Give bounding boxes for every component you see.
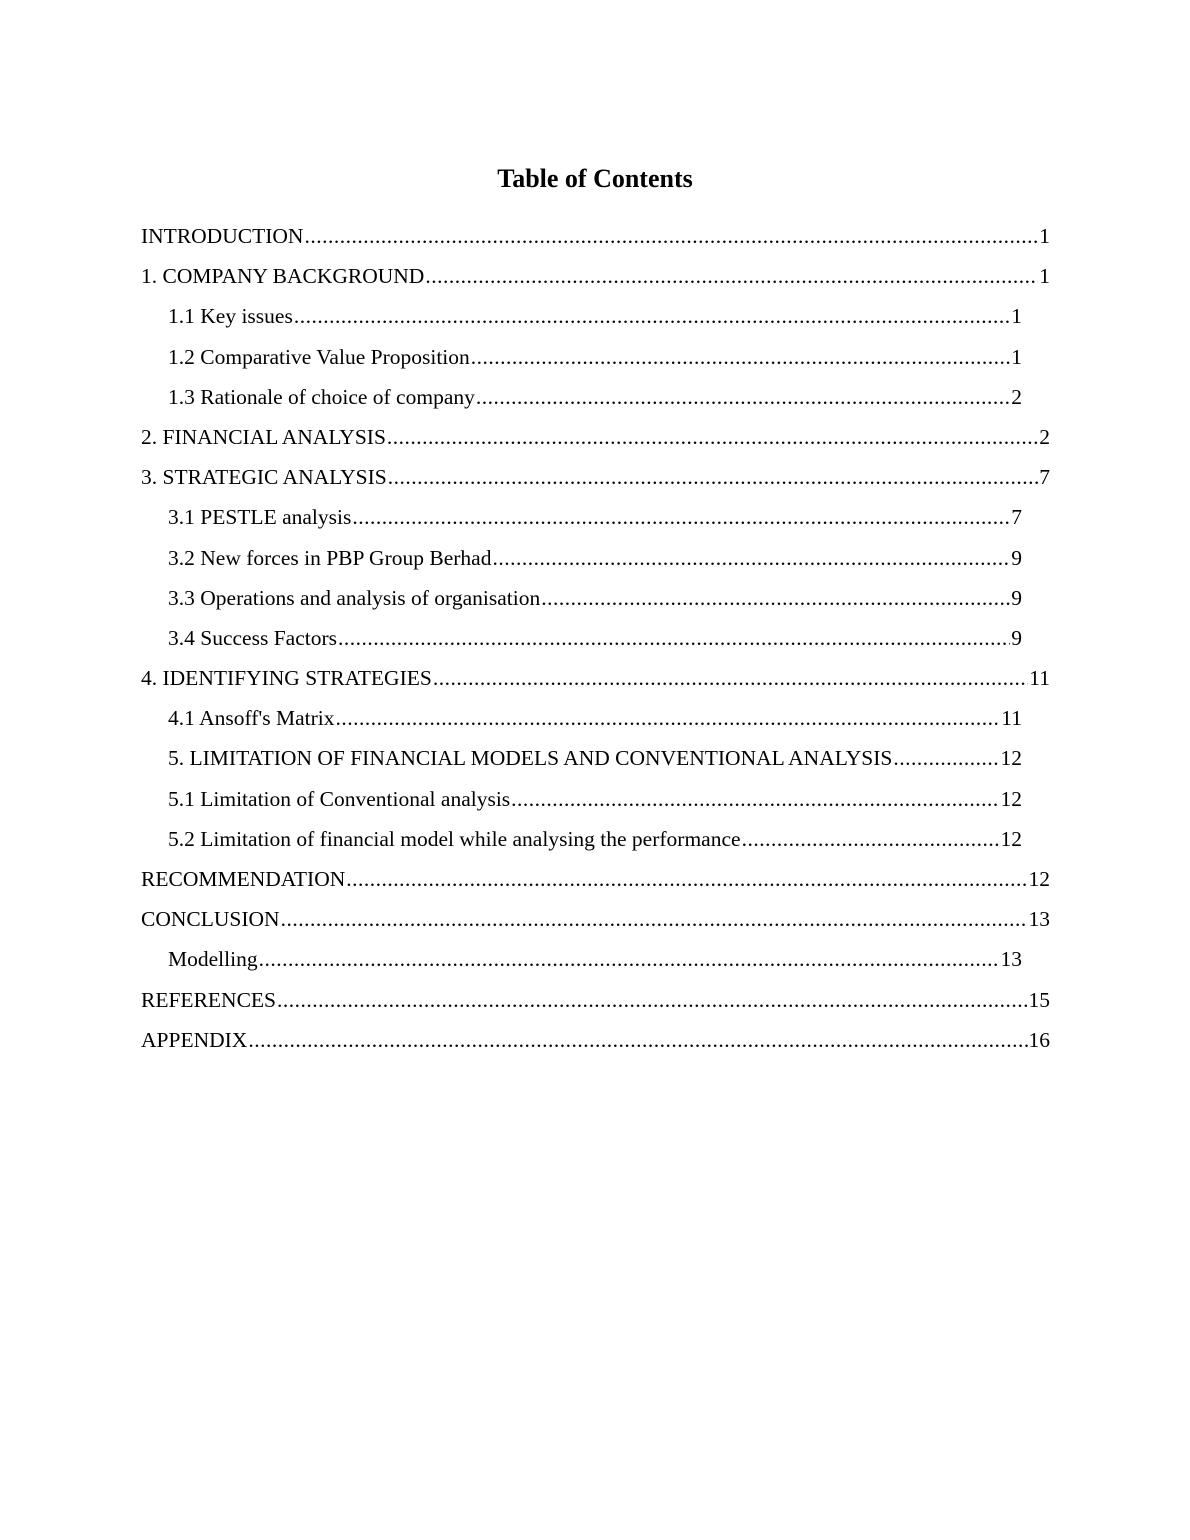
toc-entry-pestle-analysis[interactable] bbox=[0, 501, 1190, 541]
toc-entry-page-number: 7 bbox=[1039, 465, 1050, 490]
toc-entry-rationale-of-choice[interactable] bbox=[0, 381, 1190, 421]
toc-entry-page-number: 11 bbox=[1029, 666, 1050, 691]
toc-entry-page-number: 12 bbox=[1000, 826, 1022, 851]
toc-dot-leader bbox=[492, 542, 1010, 574]
toc-dot-leader bbox=[352, 501, 1010, 533]
toc-dot-leader bbox=[338, 622, 1010, 654]
toc-entry-label: 1.3 Rationale of choice of company bbox=[168, 384, 475, 409]
toc-dot-leader bbox=[476, 381, 1010, 413]
toc-entry-page-number: 2 bbox=[1039, 424, 1050, 449]
toc-entry-label: 1. COMPANY BACKGROUND bbox=[141, 264, 425, 289]
toc-dot-leader bbox=[471, 341, 1010, 373]
toc-entry-recommendation[interactable] bbox=[0, 863, 1190, 903]
toc-entry-strategic-analysis[interactable] bbox=[0, 461, 1190, 501]
toc-entry-references[interactable] bbox=[0, 984, 1190, 1024]
toc-entry-page-number: 12 bbox=[1028, 867, 1050, 891]
toc-entry-label: 3.4 Success Factors bbox=[168, 625, 337, 650]
toc-entry-label: REFERENCES bbox=[141, 987, 276, 1012]
toc-entry-label: 4. IDENTIFYING STRATEGIES bbox=[141, 666, 432, 691]
toc-entry-ansoffs-matrix[interactable] bbox=[0, 702, 1190, 742]
toc-entry-introduction[interactable] bbox=[0, 220, 1190, 260]
toc-dot-leader bbox=[425, 260, 1038, 292]
toc-dot-leader bbox=[259, 943, 1000, 975]
toc-entry-page-number: 15 bbox=[1028, 987, 1050, 1012]
toc-entry-page-number: 9 bbox=[1011, 545, 1022, 570]
toc-entry-label: 5. LIMITATION OF FINANCIAL MODELS AND CONVENTIONAL ANALYSIS bbox=[168, 746, 893, 771]
toc-entry-label: 1.1 Key issues bbox=[168, 304, 293, 329]
toc-dot-leader bbox=[511, 783, 999, 815]
toc-entry-page-number: 1 bbox=[1039, 224, 1050, 248]
toc-entry-label: 4.1 Ansoff's Matrix bbox=[168, 706, 335, 731]
toc-entry-limitation-of-conventional-analysis[interactable] bbox=[0, 783, 1190, 823]
toc-entry-label: 1.2 Comparative Value Proposition bbox=[168, 344, 470, 369]
toc-entry-label: INTRODUCTION bbox=[141, 224, 304, 248]
toc-dot-leader bbox=[346, 863, 1027, 895]
toc-entry-key-issues[interactable] bbox=[0, 300, 1190, 340]
toc-entry-label: 3.1 PESTLE analysis bbox=[168, 505, 352, 530]
toc-entry-page-number: 12 bbox=[1000, 786, 1022, 811]
toc-entry-label: APPENDIX bbox=[141, 1027, 248, 1052]
toc-entry-label: CONCLUSION bbox=[141, 907, 280, 932]
toc-entry-label: RECOMMENDATION bbox=[141, 867, 346, 891]
toc-entry-label: 5.1 Limitation of Conventional analysis bbox=[168, 786, 511, 811]
toc-entry-label: 5.2 Limitation of financial model while analysing the performance bbox=[168, 826, 741, 851]
toc-dot-leader bbox=[281, 903, 1028, 935]
toc-dot-leader bbox=[433, 662, 1028, 694]
toc-dot-leader bbox=[541, 582, 1010, 614]
toc-entry-financial-analysis[interactable] bbox=[0, 421, 1190, 461]
toc-entry-appendix[interactable] bbox=[0, 1024, 1190, 1064]
toc-entry-conclusion[interactable] bbox=[0, 903, 1190, 943]
toc-entry-identifying-strategies[interactable] bbox=[0, 662, 1190, 702]
toc-dot-leader bbox=[387, 421, 1038, 453]
toc-entry-page-number: 16 bbox=[1028, 1027, 1050, 1052]
toc-entry-label: 3.2 New forces in PBP Group Berhad bbox=[168, 545, 492, 570]
toc-entry-new-forces[interactable] bbox=[0, 542, 1190, 582]
toc-entry-page-number: 7 bbox=[1011, 505, 1022, 530]
toc-entry-page-number: 12 bbox=[1000, 746, 1022, 771]
toc-entry-company-background[interactable] bbox=[0, 260, 1190, 300]
toc-entry-page-number: 9 bbox=[1011, 625, 1022, 650]
toc-entry-page-number: 9 bbox=[1011, 585, 1022, 610]
toc-dot-leader bbox=[277, 984, 1028, 1016]
toc-entry-page-number: 1 bbox=[1039, 264, 1050, 289]
toc-entry-limitation-of-financial-models[interactable] bbox=[0, 742, 1190, 782]
toc-entry-modelling[interactable] bbox=[0, 943, 1190, 983]
toc-entry-page-number: 2 bbox=[1011, 384, 1022, 409]
toc-dot-leader bbox=[742, 823, 1000, 855]
toc-dot-leader bbox=[248, 1024, 1027, 1056]
toc-dot-leader bbox=[294, 300, 1010, 332]
toc-entry-page-number: 1 bbox=[1011, 344, 1022, 369]
toc-dot-leader bbox=[893, 742, 999, 774]
toc-entry-label: 2. FINANCIAL ANALYSIS bbox=[141, 424, 386, 449]
toc-entry-label: 3. STRATEGIC ANALYSIS bbox=[141, 465, 387, 490]
toc-entry-label: Modelling bbox=[168, 947, 258, 972]
toc-entry-comparative-value-proposition[interactable] bbox=[0, 341, 1190, 381]
toc-entry-label: 3.3 Operations and analysis of organisation bbox=[168, 585, 541, 610]
toc-entry-page-number: 13 bbox=[1028, 907, 1050, 932]
toc-dot-leader bbox=[388, 461, 1039, 493]
toc-entry-page-number: 1 bbox=[1011, 304, 1022, 329]
toc-dot-leader bbox=[304, 220, 1038, 252]
toc-entry-success-factors[interactable] bbox=[0, 622, 1190, 662]
toc-entry-operations-and-analysis[interactable] bbox=[0, 582, 1190, 622]
toc-title: Table of Contents bbox=[497, 164, 693, 193]
toc-list bbox=[0, 220, 1190, 1064]
toc-entry-limitation-of-financial-model-performance[interactable] bbox=[0, 823, 1190, 863]
toc-dot-leader bbox=[336, 702, 1001, 734]
toc-entry-page-number: 13 bbox=[1000, 947, 1022, 972]
toc-entry-page-number: 11 bbox=[1001, 706, 1022, 731]
